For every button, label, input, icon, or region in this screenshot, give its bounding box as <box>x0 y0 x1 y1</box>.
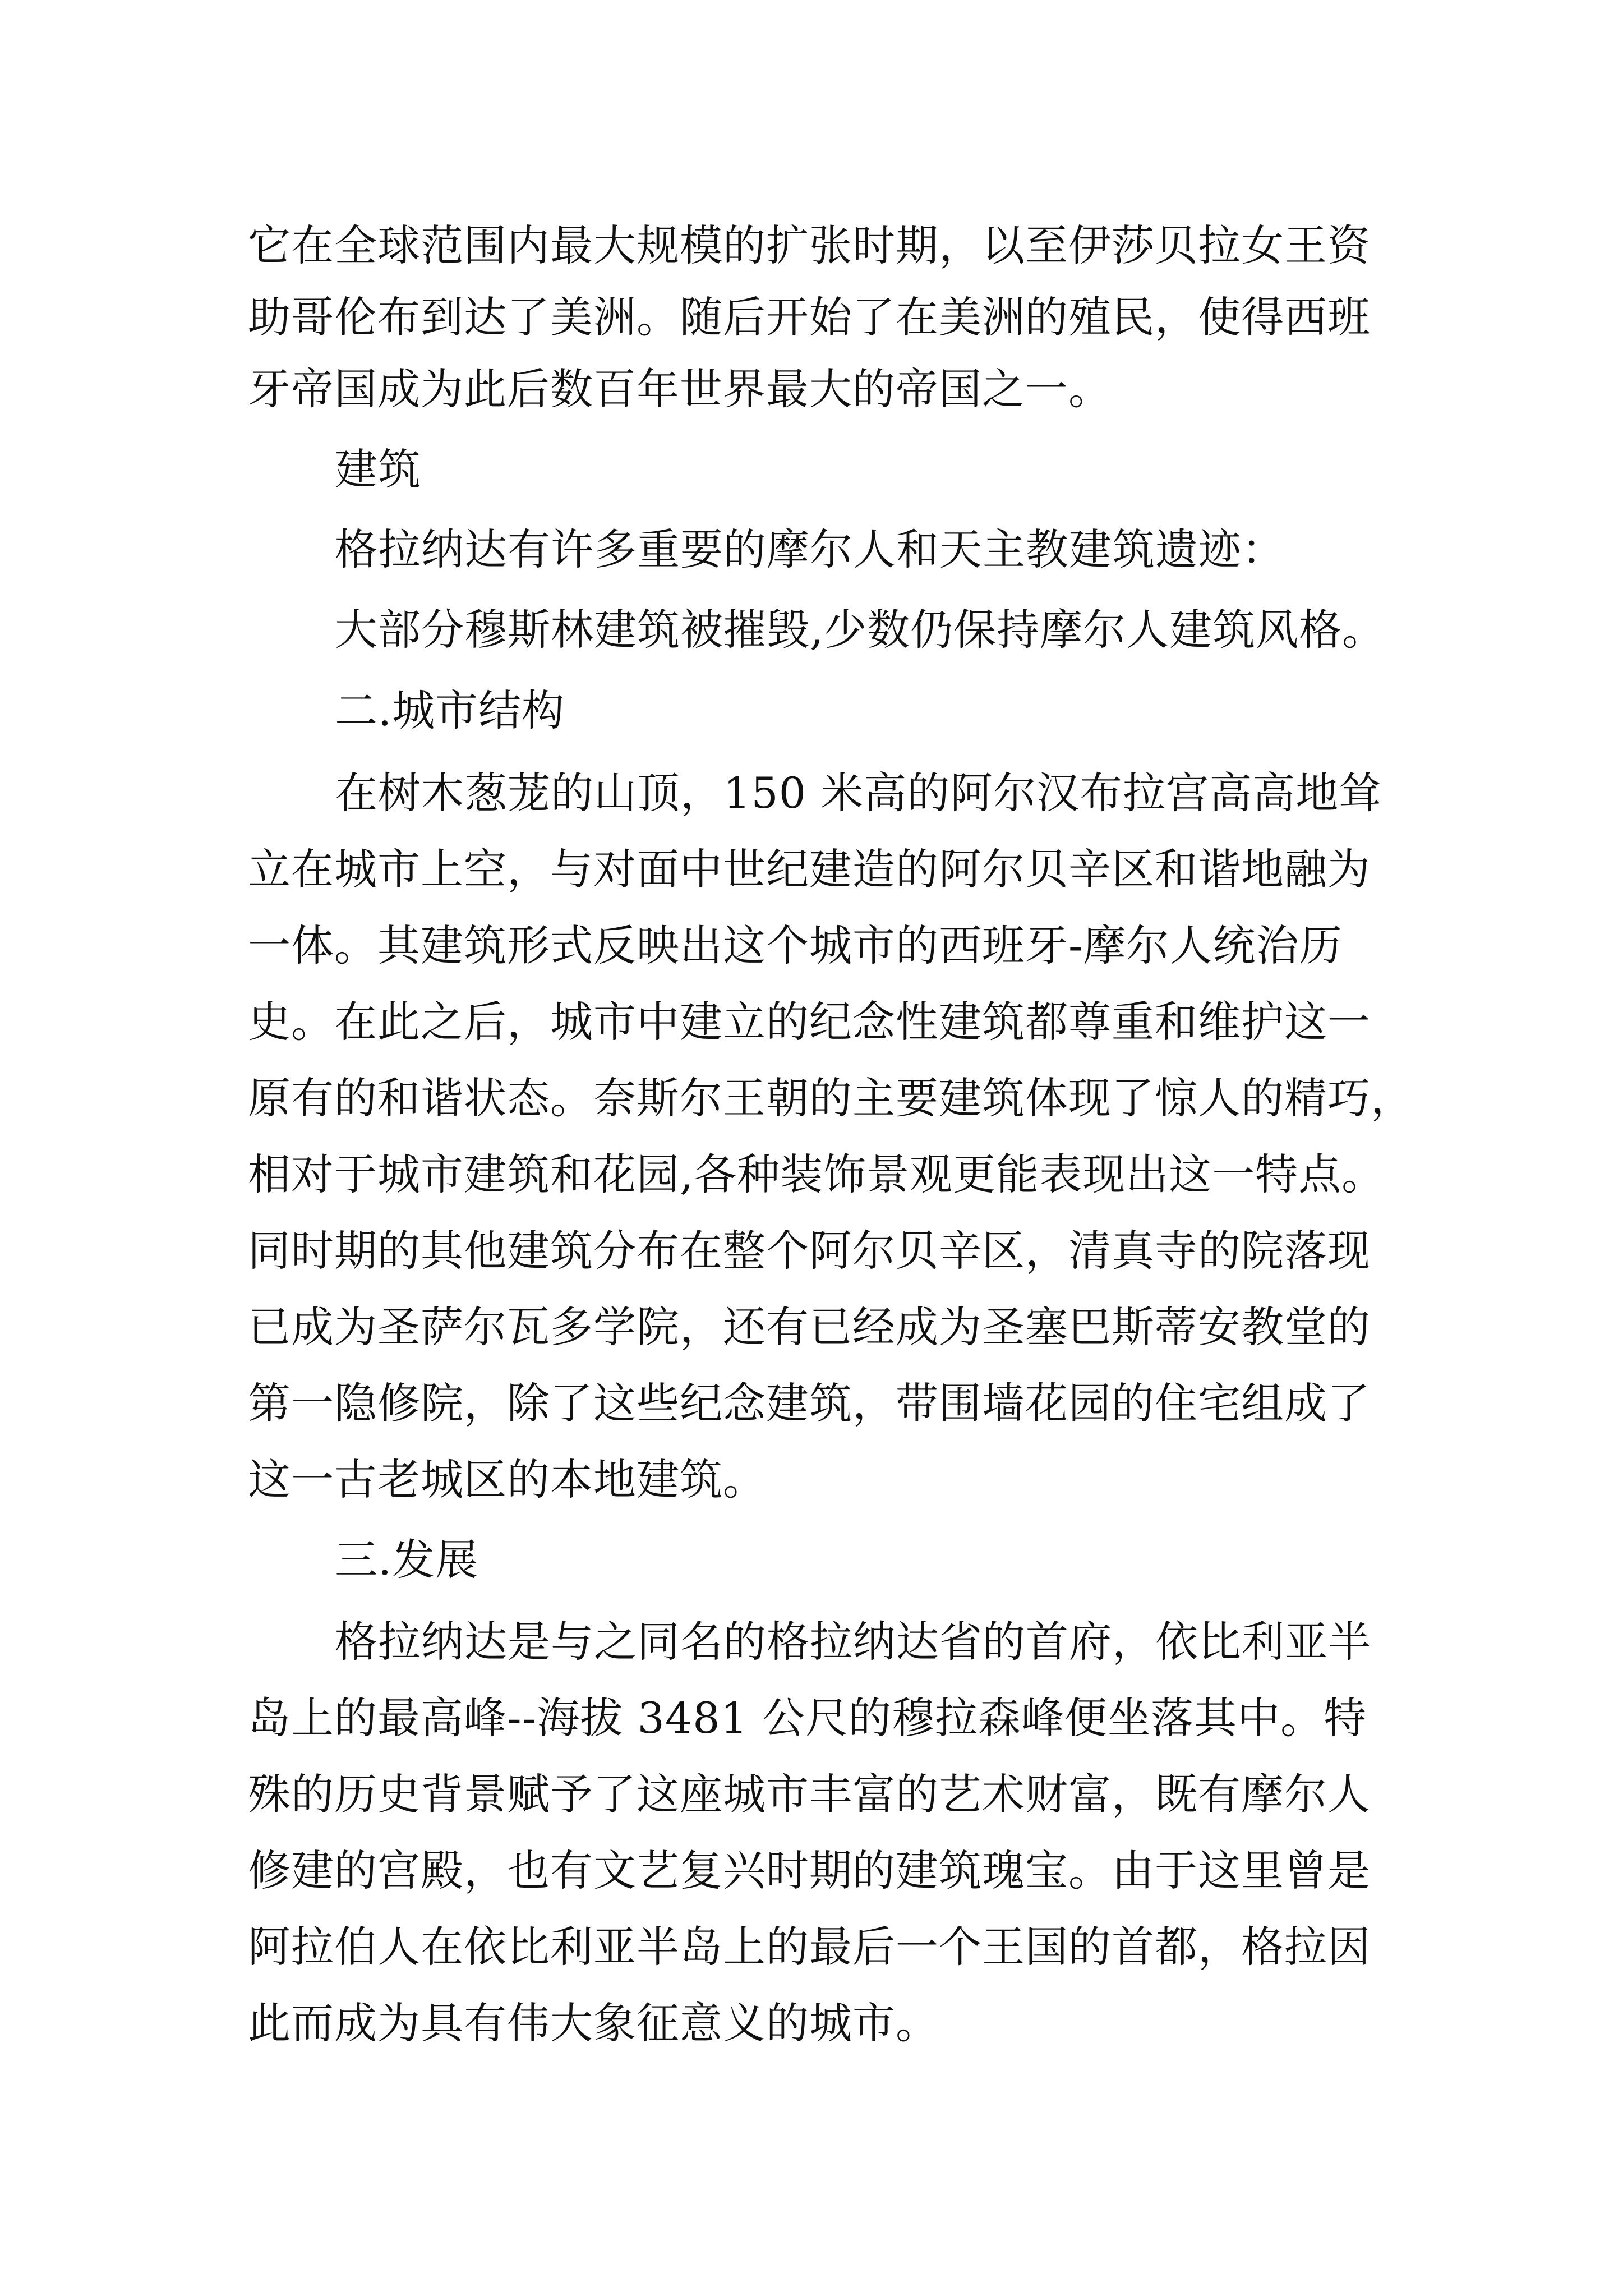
paragraph-line: 在树木葱茏的山顶，150 米高的阿尔汉布拉宫高高地耸 <box>335 768 1382 818</box>
paragraph-line: 助哥伦布到达了美洲。随后开始了在美洲的殖民，使得西班 <box>248 292 1371 342</box>
paragraph-line: 第一隐修院，除了这些纪念建筑，带围墙花园的住宅组成了 <box>248 1378 1371 1428</box>
paragraph-line: 它在全球范围内最大规模的扩张时期，以至伊莎贝拉女王资 <box>248 220 1371 270</box>
paragraph-line: 一体。其建筑形式反映出这个城市的西班牙-摩尔人统治历 <box>248 921 1343 970</box>
paragraph-line: 同时期的其他建筑分布在整个阿尔贝辛区，清真寺的院落现 <box>248 1226 1371 1276</box>
paragraph-line: 岛上的最高峰--海拔 3481 公尺的穆拉森峰便坐落其中。特 <box>248 1693 1367 1743</box>
paragraph-line: 原有的和谐状态。奈斯尔王朝的主要建筑体现了惊人的精巧， <box>248 1073 1414 1123</box>
paragraph-line: 相对于城市建筑和花园,各种装饰景观更能表现出这一特点。 <box>248 1149 1385 1199</box>
paragraph-line: 立在城市上空，与对面中世纪建造的阿尔贝辛区和谐地融为 <box>248 844 1371 894</box>
paragraph-line: 已成为圣萨尔瓦多学院，还有已经成为圣塞巴斯蒂安教堂的 <box>248 1302 1371 1352</box>
section-heading: 三.发展 <box>335 1535 479 1585</box>
paragraph-line: 格拉纳达有许多重要的摩尔人和天主教建筑遗迹： <box>335 524 1285 574</box>
paragraph-line: 修建的宫殿，也有文艺复兴时期的建筑瑰宝。由于这里曾是 <box>248 1846 1371 1895</box>
section-heading: 二.城市结构 <box>335 685 565 735</box>
paragraph-line: 格拉纳达是与之同名的格拉纳达省的首府，依比利亚半 <box>335 1617 1371 1667</box>
section-heading: 建筑 <box>335 444 421 494</box>
paragraph-line: 牙帝国成为此后数百年世界最大的帝国之一。 <box>248 364 1112 414</box>
paragraph-line: 大部分穆斯林建筑被摧毁,少数仍保持摩尔人建筑风格。 <box>335 605 1386 655</box>
paragraph-line: 史。在此之后，城市中建立的纪念性建筑都尊重和维护这一 <box>248 997 1371 1047</box>
paragraph-line: 这一古老城区的本地建筑。 <box>248 1455 766 1504</box>
paragraph-line: 阿拉伯人在依比利亚半岛上的最后一个王国的首都，格拉因 <box>248 1922 1371 1972</box>
paragraph-line: 殊的历史背景赋予了这座城市丰富的艺术财富，既有摩尔人 <box>248 1769 1371 1819</box>
paragraph-line: 此而成为具有伟大象征意义的城市。 <box>248 1998 939 2048</box>
